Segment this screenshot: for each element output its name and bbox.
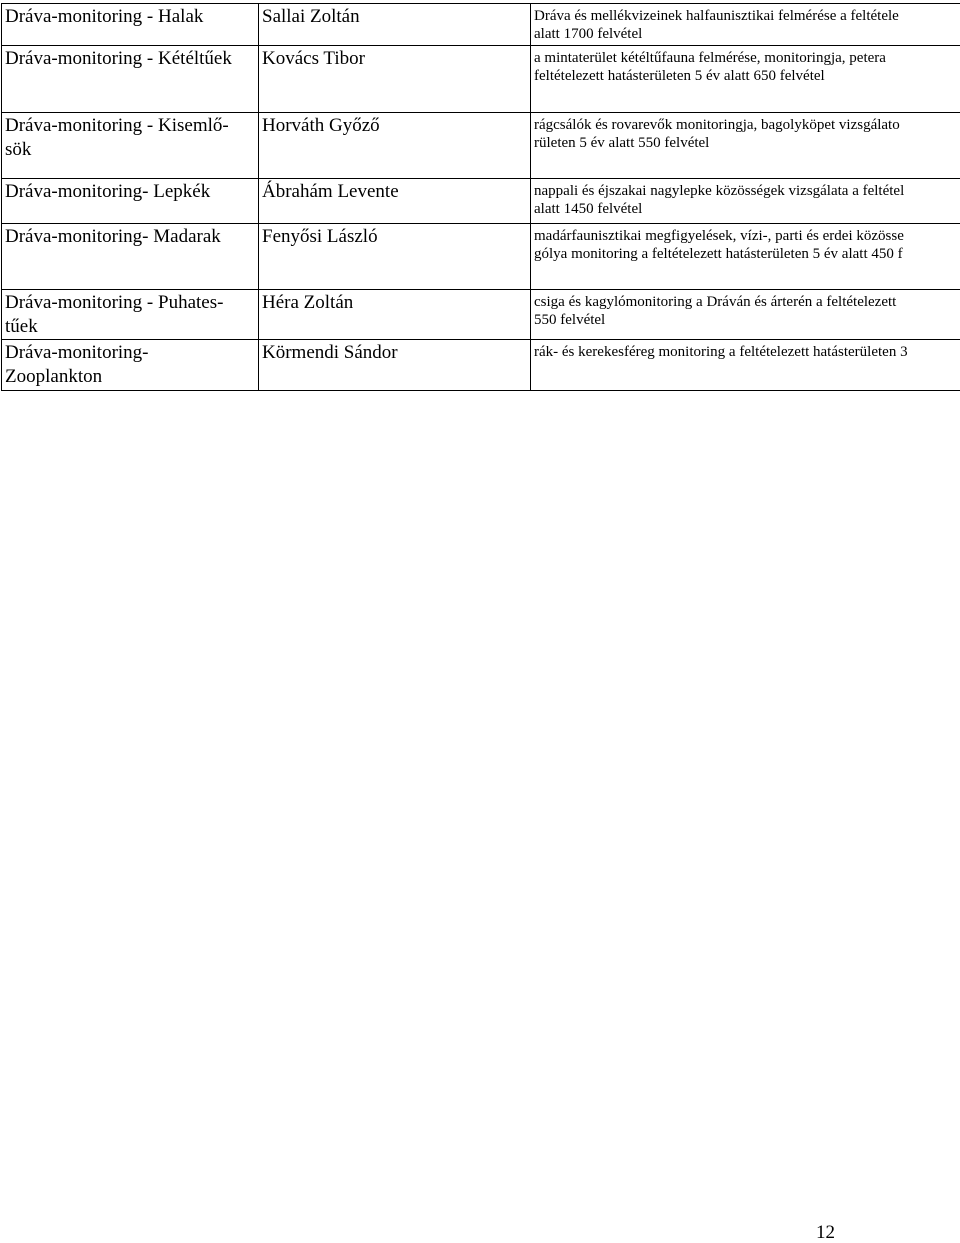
description-cell: [531, 4, 960, 46]
researcher-name: Sallai Zoltán: [262, 6, 360, 27]
researcher-cell: [259, 113, 531, 179]
project-name: Dráva-monitoring- Madarak: [5, 226, 221, 247]
project-name-cell: [2, 340, 259, 391]
researcher-name: Körmendi Sándor: [262, 342, 398, 363]
researcher-name: Ábrahám Levente: [262, 181, 399, 202]
project-name: Dráva-monitoring - Halak: [5, 6, 204, 27]
description-line: rák- és kerekesféreg monitoring a feltételezett hatásterületen 3: [534, 344, 908, 360]
project-name-cell: [2, 224, 259, 290]
table-row: [2, 340, 960, 391]
researcher-name: Fenyősi László: [262, 226, 378, 247]
table-row: [2, 290, 960, 340]
project-name-cell: [2, 179, 259, 224]
description-cell: [531, 224, 960, 290]
project-name: Dráva-monitoring - Kisemlő-: [5, 115, 229, 136]
description-cell: [531, 340, 960, 391]
description-line: rületen 5 év alatt 550 felvétel: [534, 135, 710, 151]
table-row: [2, 46, 960, 113]
table-row: [2, 179, 960, 224]
project-name-cell: [2, 46, 259, 113]
researcher-name: Héra Zoltán: [262, 292, 354, 313]
page-number: 12: [816, 1222, 835, 1243]
project-name: Dráva-monitoring- Lepkék: [5, 181, 211, 202]
table-row: [2, 4, 960, 46]
table-row: [2, 113, 960, 179]
researcher-cell: [259, 179, 531, 224]
project-name-continuation: sök: [5, 139, 32, 160]
project-name: Dráva-monitoring - Kétéltűek: [5, 48, 232, 69]
description-line: Dráva és mellékvizeinek halfaunisztikai felmérése a feltétele: [534, 8, 899, 24]
description-line: feltételezett hatásterületen 5 év alatt 650 felvétel: [534, 68, 825, 84]
project-name-continuation: tűek: [5, 316, 38, 337]
description-line: alatt 1450 felvétel: [534, 201, 643, 217]
monitoring-table: [1, 3, 960, 391]
description-line: rágcsálók és rovarevők monitoringja, bagolyköpet vizsgálato: [534, 117, 900, 133]
project-name-cell: [2, 4, 259, 46]
description-cell: [531, 113, 960, 179]
description-cell: [531, 290, 960, 340]
researcher-name: Horváth Győző: [262, 115, 380, 136]
researcher-cell: [259, 290, 531, 340]
table-row: [2, 224, 960, 290]
project-name-cell: [2, 290, 259, 340]
description-cell: [531, 179, 960, 224]
project-name-cell: [2, 113, 259, 179]
researcher-cell: [259, 340, 531, 391]
project-name: Dráva-monitoring-: [5, 342, 149, 363]
researcher-name: Kovács Tibor: [262, 48, 365, 69]
description-line: gólya monitoring a feltételezett hatásterületen 5 év alatt 450 f: [534, 246, 903, 262]
project-name: Dráva-monitoring - Puhates-: [5, 292, 224, 313]
description-line: 550 felvétel: [534, 312, 606, 328]
researcher-cell: [259, 224, 531, 290]
description-cell: [531, 46, 960, 113]
description-line: csiga és kagylómonitoring a Dráván és árterén a feltételezett: [534, 294, 897, 310]
description-line: nappali és éjszakai nagylepke közösségek vizsgálata a feltétel: [534, 183, 905, 199]
researcher-cell: [259, 4, 531, 46]
researcher-cell: [259, 46, 531, 113]
description-line: a mintaterület kétéltűfauna felmérése, monitoringja, petera: [534, 50, 886, 66]
description-line: madárfaunisztikai megfigyelések, vízi-, parti és erdei közösse: [534, 228, 904, 244]
description-line: alatt 1700 felvétel: [534, 26, 643, 42]
project-name-continuation: Zooplankton: [5, 366, 103, 387]
